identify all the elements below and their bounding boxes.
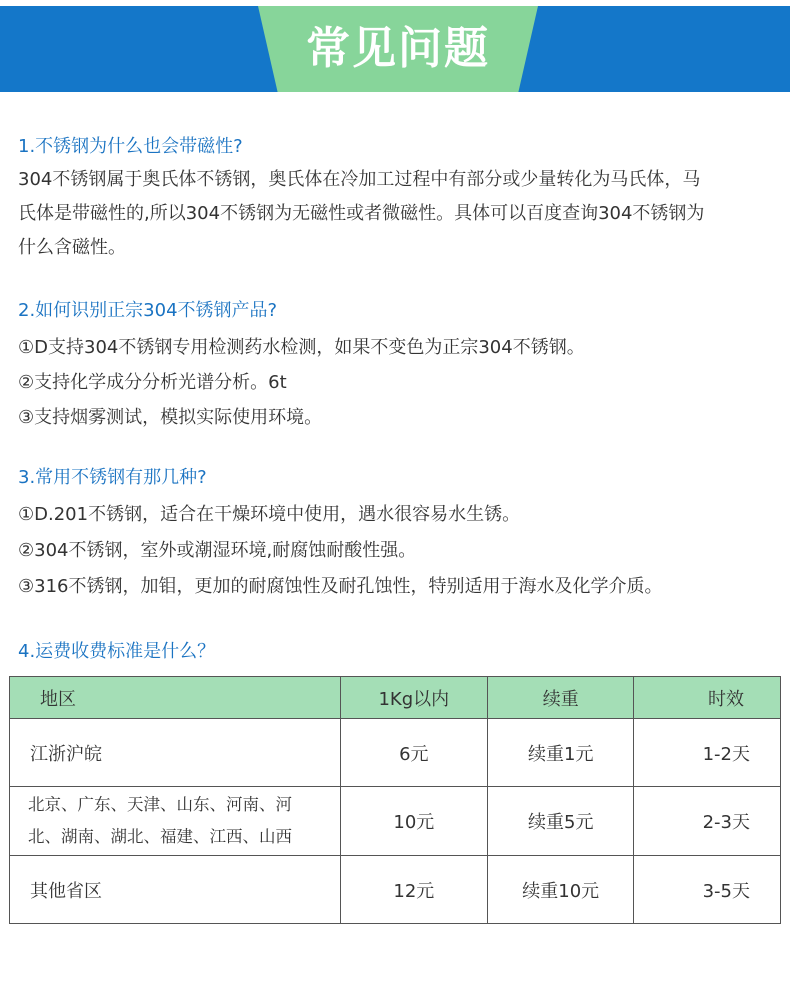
page-title: 常见问题 bbox=[306, 23, 490, 74]
region-line: 北京、广东、天津、山东、河南、河 bbox=[28, 795, 292, 814]
region-line: 北、湖南、湖北、福建、江西、山西 bbox=[28, 827, 292, 846]
column-header-delivery-time: 时效 bbox=[634, 677, 781, 719]
faq-answer-line: 氏体是带磁性的,所以304不锈钢为无磁性或者微磁性。具体可以百度查询304不锈钢为 bbox=[18, 203, 705, 224]
faq-question-2: 2.如何识别正宗304不锈钢产品? bbox=[18, 300, 278, 321]
faq-question-3: 3.常用不锈钢有那几种? bbox=[18, 467, 207, 488]
cell-extra-weight: 续重5元 bbox=[488, 787, 634, 856]
cell-extra-weight: 续重10元 bbox=[488, 856, 634, 924]
faq-answer-1 bbox=[18, 163, 778, 265]
cell-region: 其他省区 bbox=[10, 856, 341, 924]
column-header-region: 地区 bbox=[10, 677, 341, 719]
cell-delivery-time: 2-3天 bbox=[634, 787, 781, 856]
shipping-table bbox=[9, 676, 781, 924]
faq-answer-line: ①D.201不锈钢，适合在干燥环境中使用，遇水很容易水生锈。 bbox=[18, 504, 521, 525]
cell-region bbox=[10, 787, 341, 856]
column-header-extra-weight: 续重 bbox=[488, 677, 634, 719]
faq-question-4: 4.运费收费标准是什么？ bbox=[18, 641, 216, 662]
faq-answer-line: ③316不锈钢，加钼，更加的耐腐蚀性及耐孔蚀性，特别适用于海水及化学介质。 bbox=[18, 576, 663, 597]
table-row bbox=[10, 719, 781, 787]
cell-first-kg: 10元 bbox=[340, 787, 487, 856]
faq-answer-line: ③支持烟雾测试，模拟实际使用环境。 bbox=[18, 407, 323, 428]
faq-answer-line: ①D支持304不锈钢专用检测药水检测，如果不变色为正宗304不锈钢。 bbox=[18, 337, 585, 358]
table-row bbox=[10, 787, 781, 856]
faq-question-1: 1.不锈钢为什么也会带磁性? bbox=[18, 136, 243, 157]
faq-answer-line: 304不锈钢属于奥氏体不锈钢，奥氏体在冷加工过程中有部分或少量转化为马氏体，马 bbox=[18, 169, 701, 190]
cell-first-kg: 6元 bbox=[340, 719, 487, 787]
table-header-row bbox=[10, 677, 781, 719]
cell-first-kg: 12元 bbox=[340, 856, 487, 924]
faq-answer-line: ②304不锈钢，室外或潮湿环境,耐腐蚀耐酸性强。 bbox=[18, 540, 417, 561]
cell-region: 江浙沪皖 bbox=[10, 719, 341, 787]
table-row bbox=[10, 856, 781, 924]
cell-delivery-time: 1-2天 bbox=[634, 719, 781, 787]
column-header-first-kg: 1Kg以内 bbox=[340, 677, 487, 719]
faq-answer-line: ②支持化学成分分析光谱分析。6t bbox=[18, 372, 287, 393]
faq-answer-line: 什么含磁性。 bbox=[18, 237, 126, 258]
cell-extra-weight: 续重1元 bbox=[488, 719, 634, 787]
cell-delivery-time: 3-5天 bbox=[634, 856, 781, 924]
